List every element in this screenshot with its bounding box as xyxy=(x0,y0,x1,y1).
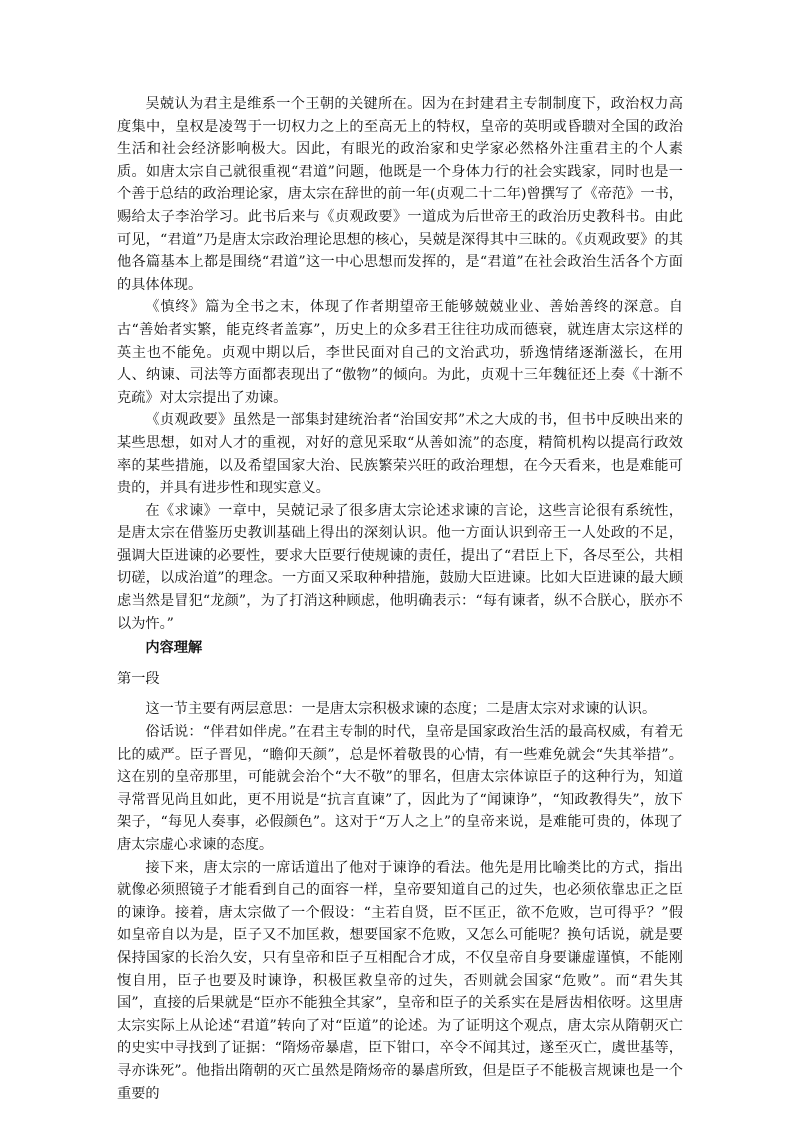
section-heading: 内容理解 xyxy=(145,640,203,657)
paragraph: 在《求谏》一章中，吴兢记录了很多唐太宗论述求谏的言论，这些言论很有系统性，是唐太宗在借鉴历史教训基础上得出的深刻认识。他一方面认识到帝王一人处政的不足，强调大臣进谏的必要性，要求大臣要行使规谏的责任，提出了“君臣上下，各尽至公，共相切磋，以成治道”的理念。一方面又采取种种措施，鼓励大臣进谏。比如大臣进谏的最大顾虑当然是冒犯“龙颜”，为了打消这种顾虑，他明确表示：“每有谏者，纵不合朕心，朕亦不以为忤。” xyxy=(117,502,683,632)
paragraph: 《贞观政要》虽然是一部集封建统治者“治国安邦”术之大成的书，但书中反映出来的某些思想，如对人才的重视，对好的意见采取“从善如流”的态度，精简机构以提高行政效率的某些措施，以及希望国家大治、民族繁荣兴旺的政治理想，在今天看来，也是难能可贵的，并具有进步性和现实意义。 xyxy=(117,412,683,497)
subsection-heading: 第一段 xyxy=(117,670,160,687)
paragraph: 接下来，唐太宗的一席话道出了他对于谏诤的看法。他先是用比喻类比的方式，指出就像必须照镜子才能看到自己的面容一样，皇帝要知道自己的过失，也必须依靠忠正之臣的谏诤。接着，唐太宗做了一个假设：“主若自贤，臣不匡正，欲不危败，岂可得乎？”假如皇帝自以为是，臣子又不加匡救，想要国家不危败，又怎么可能呢？换句话说，就是要保持国家的长治久安，只有皇帝和臣子互相配合才成，不仅皇帝自身要谦虚谨慎，不能刚愎自用，臣子也要及时谏诤，积极匡救皇帝的过失，否则就会国家“危败”。而“君失其国”，直接的后果就是“臣亦不能独全其家”，皇帝和臣子的关系实在是唇齿相依呀。这里唐太宗实际上从论述“君道”转向了对“臣道”的论述。为了证明这个观点，唐太宗从隋朝灭亡的史实中寻找到了证据：“隋炀帝暴虐，臣下钳口，卒令不闻其过，遂至灭亡，虞世基等，寻亦诛死”。他指出隋朝的灭亡虽然是隋炀帝的暴虐所致，但是臣子不能极言规谏也是一个重要的 xyxy=(117,859,683,1102)
paragraph: 这一节主要有两层意思：一是唐太宗积极求谏的态度；二是唐太宗对求谏的认识。 xyxy=(145,701,657,718)
paragraph: 《慎终》篇为全书之末，体现了作者期望帝王能够兢兢业业、善始善终的深意。自古“善始者实繁，能克终者盖寡”，历史上的众多君王往往功成而德衰，就连唐太宗这样的英主也不能免。贞观中期以后，李世民面对自己的文治武功，骄逸情绪逐渐滋长，在用人、纳谏、司法等方面都表现出了“傲物”的倾向。为此，贞观十三年魏征还上奏《十渐不克疏》对太宗提出了劝谏。 xyxy=(117,299,683,406)
paragraph: 吴兢认为君主是维系一个王朝的关键所在。因为在封建君主专制制度下，政治权力高度集中，皇权是凌驾于一切权力之上的至高无上的特权，皇帝的英明或昏聩对全国的政治生活和社会经济影响极大。因此，有眼光的政治家和史学家必然格外注重君主的个人素质。如唐太宗自己就很重视“君道”问题，他既是一个身体力行的社会实践家，同时也是一个善于总结的政治理论家，唐太宗在辞世的前一年(贞观二十二年)曾撰写了《帝范》一书，赐给太子李治学习。此书后来与《贞观政要》一道成为后世帝王的政治历史教科书。由此可见，“君道”乃是唐太宗政治理论思想的核心，吴兢是深得其中三昧的。《贞观政要》的其他各篇基本上都是围绕“君道”这一中心思想而发挥的，是“君道”在社会政治生活各个方面的具体体现。 xyxy=(117,96,683,293)
document-page xyxy=(117,93,683,1105)
paragraph: 俗话说：“伴君如伴虎。”在君主专制的时代，皇帝是国家政治生活的最高权威，有着无比的威严。臣子晋见，“瞻仰天颜”，总是怀着敬畏的心情，有一些难免就会“失其举措”。这在别的皇帝那里，可能就会治个“大不敬”的罪名，但唐太宗体谅臣子的这种行为，知道寻常晋见尚且如此，更不用说是“抗言直谏”了，因此为了“闻谏诤”，“知政教得失”，放下架子，“每见人奏事，必假颜色”。这对于“万人之上”的皇帝来说，是难能可贵的，体现了唐太宗虚心求谏的态度。 xyxy=(117,724,683,853)
